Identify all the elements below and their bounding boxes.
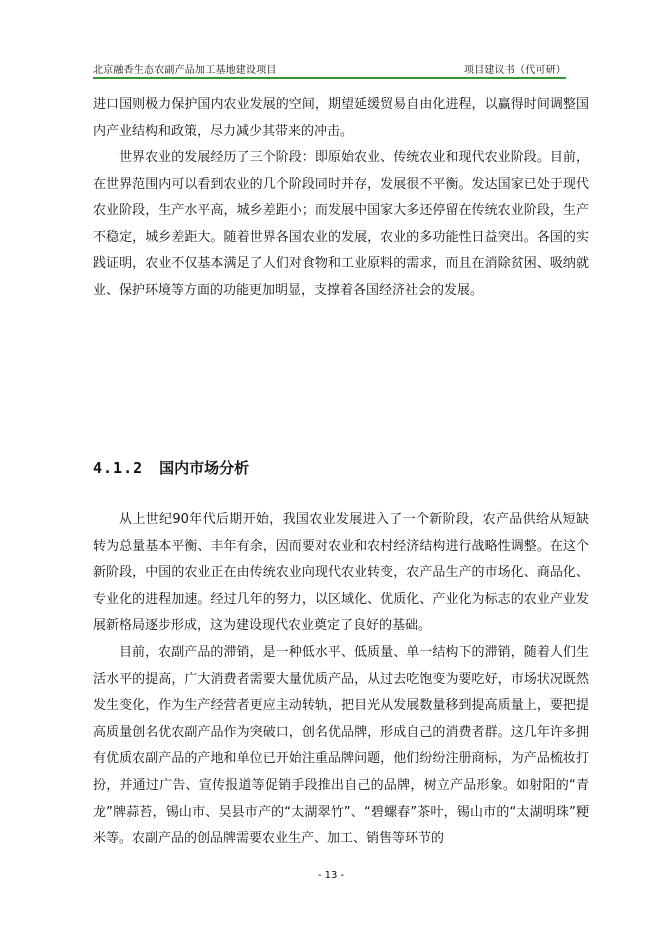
header-divider bbox=[93, 77, 566, 79]
paragraph-continuation: 进口国则极力保护国内农业发展的空间，期望延缓贸易自由化进程，以赢得时间调整国内产业结构和政策，尽力减少其带来的冲击。 bbox=[93, 97, 589, 139]
section-title: 国内市场分析 bbox=[159, 459, 250, 477]
paragraph-domestic-stage: 从上世纪90年代后期开始，我国农业发展进入了一个新阶段，农产品供给从短缺转为总量基本平衡、丰年有余，因而要对农业和农村经济结构进行战略性调整。在这个新阶段，中国的农业正在由传统农业向现代农业转变，农产品生产的市场化、商品化、专业化的进程加速。经过几年的努力，以区域化、优质化、产业化为标志的农业产业发展新格局逐步形成，这为建设现代农业奠定了良好的基础。 bbox=[93, 512, 589, 634]
section-number: 4.1.2 bbox=[93, 459, 144, 477]
page-number: - 13 - bbox=[317, 870, 345, 881]
header-project-title: 北京融香生态农副产品加工基地建设项目 bbox=[93, 65, 277, 76]
section-heading bbox=[93, 457, 249, 478]
page-header bbox=[93, 58, 566, 76]
header-doc-type: 项目建议书（代可研） bbox=[464, 65, 566, 76]
paragraph-world-agriculture: 世界农业的发展经历了三个阶段：即原始农业、传统农业和现代农业阶段。目前，在世界范围内可以看到农业的几个阶段同时并存，发展很不平衡。发达国家已处于现代农业阶段，生产水平高，城乡差距小；而发展中国家大多还停留在传统农业阶段，生产不稳定，城乡差距大。随着世界各国农业的发展，农业的多功能性日益突出。各国的实践证明，农业不仅基本满足了人们对食物和工业原料的需求，而且在消除贫困、吸纳就业、保护环境等方面的功能更加明显，支撑着各国经济社会的发展。 bbox=[93, 150, 589, 298]
paragraph-brand-building: 目前，农副产品的滞销，是一种低水平、低质量、单一结构下的滞销，随着人们生活水平的提高，广大消费者需要大量优质产品，从过去吃饱变为要吃好，市场状况既然发生变化，作为生产经营者更应主动转轨，把目光从发展数量移到提高质量上，要把提高质量创名优农副产品作为突破口，创名优品牌，形成自己的消费者群。这几年许多拥有优质农副产品的产地和单位已开始注重品牌问题，他们纷纷注册商标，为产品梳妆打扮，并通过广告、宣传报道等促销手段推出自己的品牌，树立产品形象。如射阳的“青龙”牌蒜苔，锡山市、吴县市产的“太湖翠竹”、“碧螺春”茶叶，锡山市的“太湖明珠”粳米等。农副产品的创品牌需要农业生产、加工、销售等环节的 bbox=[93, 645, 589, 847]
